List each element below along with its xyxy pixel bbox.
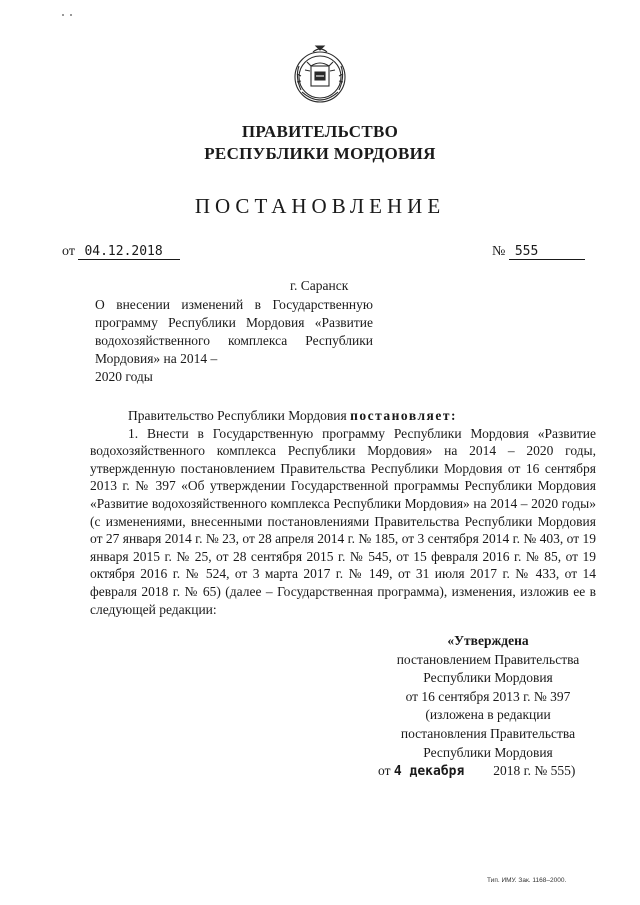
document-type-title: ПОСТАНОВЛЕНИЕ — [194, 194, 446, 218]
date-prefix: от — [62, 244, 75, 259]
approval-date-suffix: 2018 г. № 555) — [493, 763, 576, 779]
approval-heading: «Утверждена — [447, 633, 529, 648]
subject-last-line: 2020 годы — [95, 369, 153, 384]
intro-resolves: постановляет: — [350, 408, 457, 423]
scan-speck — [62, 14, 64, 16]
organization-name-line2: РЕСПУБЛИКИ МОРДОВИЯ — [204, 144, 436, 163]
approval-block — [370, 632, 606, 782]
scan-speck — [70, 14, 72, 16]
approval-line: постановления Правительства — [400, 725, 576, 741]
document-subject — [95, 296, 373, 386]
document-date-row — [62, 244, 180, 260]
document-number-row — [492, 244, 585, 260]
subject-text: О внесении изменений в Государственную программу Республики Мордовия «Развитие водохозяйственного комплекса Республики Мордовия» на 2014 – — [95, 297, 373, 366]
approval-line: от 16 сентября 2013 г. № 397 — [405, 688, 571, 704]
approval-line: Республики Мордовия — [423, 744, 553, 760]
document-city: г. Саранск — [290, 278, 349, 293]
organization-name-line1: ПРАВИТЕЛЬСТВО — [241, 122, 399, 141]
approval-date-line — [370, 762, 606, 782]
intro-text: Правительство Республики Мордовия — [128, 408, 351, 423]
print-mark: Тип. ИМУ. Зак. 1168–2000. — [487, 877, 567, 884]
intro-paragraph — [90, 407, 596, 425]
approval-line: (изложена в редакции — [425, 707, 551, 723]
approval-date-prefix: от — [378, 763, 391, 779]
approval-handwritten-date: 4 декабря — [393, 764, 465, 780]
approval-line: Республики Мордовия — [423, 670, 553, 686]
item-1-paragraph: 1. Внести в Государственную программу Республики Мордовия «Развитие водохозяйственного комплекса Республики Мордовия» на 2014 – 2020 годы, утвержденную постановлением Правительства Республики Мордовия от 16 сентября 2013 г. № 397 «Об утверждении Государственной программы Республики Мордовия «Развитие водохозяйственного комплекса Республики Мордовия» на 2014 – 2020 годы» (с изменениями, внесенными постановлениями Правительства Республики Мордовия от 27 января 2014 г. № 23, от 28 апреля 2014 г. № 185, от 3 сентября 2014 г. № 403, от 19 января 2015 г. № 25, от 28 сентября 2015 г. № 545, от 15 февраля 2016 г. № 85, от 19 октября 2016 г. № 524, от 3 марта 2017 г. № 149, от 31 июля 2017 г. № 433, от 14 февраля 2018 г. № 65) (далее – Государственная программа), изменения, изложив ее в следующей редакции: — [90, 425, 596, 617]
document-date: 04.12.2018 — [78, 244, 180, 260]
number-prefix: № — [492, 244, 506, 259]
document-number: 555 — [509, 244, 585, 260]
mordovia-coat-of-arms-icon — [289, 44, 351, 108]
document-body — [90, 407, 596, 618]
approval-line: постановлением Правительства — [396, 651, 580, 667]
